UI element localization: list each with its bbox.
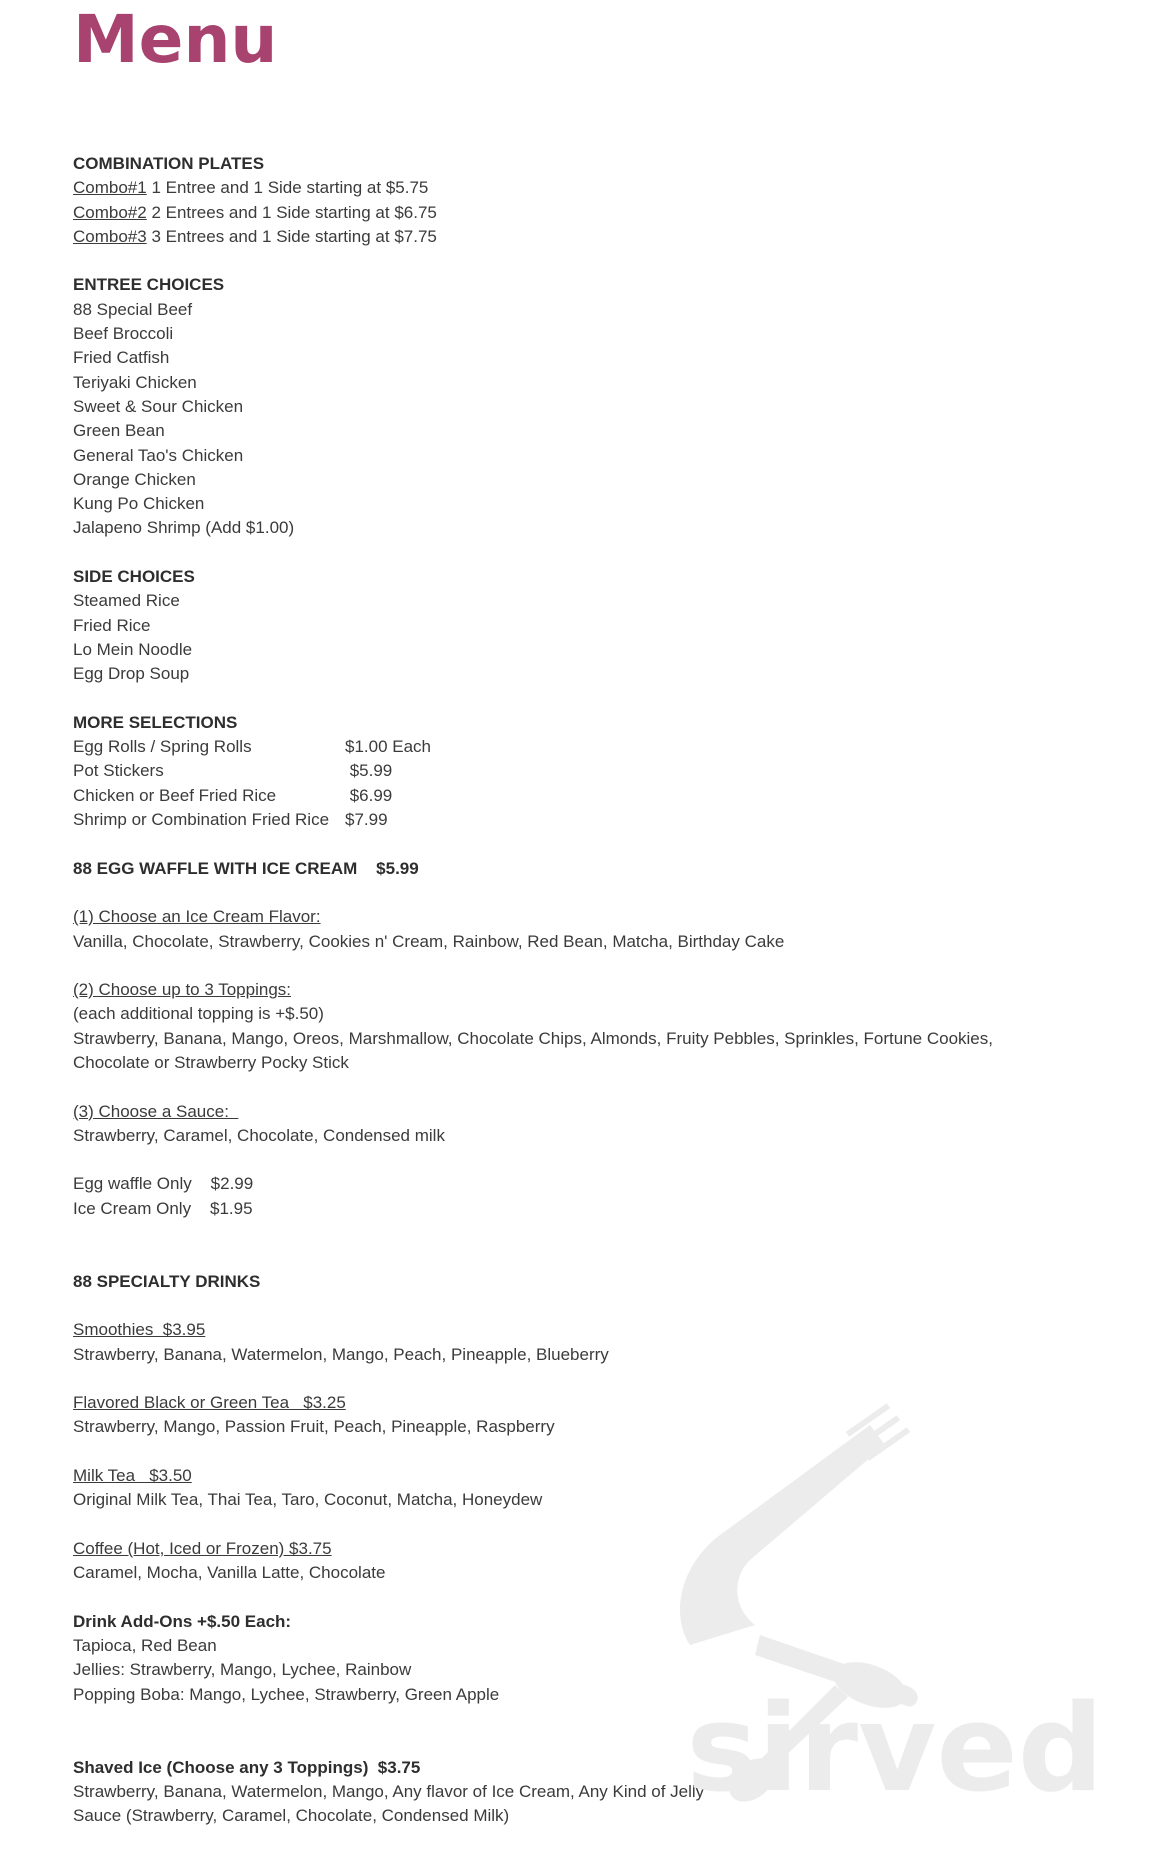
- entree-item: Kung Po Chicken: [73, 494, 205, 514]
- drink-group-title: Milk Tea $3.50: [73, 1466, 192, 1486]
- waffle-only-name: Ice Cream Only: [73, 1198, 192, 1218]
- waffle-step3-text: Strawberry, Caramel, Chocolate, Condensed milk: [73, 1125, 445, 1145]
- entree-item: General Tao's Chicken: [73, 445, 244, 465]
- more-item-name: Chicken or Beef Fried Rice: [73, 785, 277, 805]
- waffle-heading: 88 EGG WAFFLE WITH ICE CREAM $5.99: [73, 858, 419, 878]
- page-title: Menu: [73, 1, 278, 78]
- sirved-watermark: [660, 1385, 1130, 1805]
- waffle-step2-text: Chocolate or Strawberry Pocky Stick: [73, 1052, 349, 1072]
- watermark-text: sirved: [686, 1680, 1104, 1805]
- shaved-ice-text: Strawberry, Banana, Watermelon, Mango, Any flavor of Ice Cream, Any Kind of Jelly: [73, 1781, 705, 1801]
- drink-group-title: Coffee (Hot, Iced or Frozen) $3.75: [73, 1538, 332, 1558]
- waffle-step2-note: (each additional topping is +$.50): [73, 1004, 324, 1024]
- drink-group-text: Strawberry, Mango, Passion Fruit, Peach, Pineapple, Raspberry: [73, 1417, 555, 1437]
- entree-item: Jalapeno Shrimp (Add $1.00): [73, 518, 295, 538]
- waffle-only-name: Egg waffle Only: [73, 1174, 192, 1194]
- drink-group-text: Original Milk Tea, Thai Tea, Taro, Coconut, Matcha, Honeydew: [73, 1490, 543, 1510]
- waffle-only-price: $1.95: [191, 1198, 253, 1218]
- combo-1-link[interactable]: Combo#1: [73, 178, 147, 198]
- more-item: [73, 784, 1113, 808]
- waffle-only-price: $2.99: [191, 1174, 254, 1194]
- shaved-ice-title: Shaved Ice (Choose any 3 Toppings) $3.75: [73, 1757, 421, 1777]
- entree-item: Orange Chicken: [73, 469, 196, 489]
- waffle-step1-text: Vanilla, Chocolate, Strawberry, Cookies n' Cream, Rainbow, Red Bean, Matcha, Birthday Cake: [73, 931, 785, 951]
- drink-group-title: Smoothies $3.95: [73, 1320, 206, 1340]
- more-item-price: $6.99: [345, 785, 393, 805]
- more-item-price: $1.00 Each: [345, 737, 432, 757]
- more-item: [73, 808, 1113, 832]
- entree-item: Beef Broccoli: [73, 324, 174, 344]
- waffle-step2-text: Strawberry, Banana, Mango, Oreos, Marshmallow, Chocolate Chips, Almonds, Fruity Pebbles, Sprinkles, Fortune Cookies,: [73, 1028, 993, 1048]
- waffle-step2-title: (2) Choose up to 3 Toppings:: [73, 980, 291, 1000]
- sides-heading: SIDE CHOICES: [73, 567, 195, 587]
- shaved-ice-text: Sauce (Strawberry, Caramel, Chocolate, Condensed Milk): [73, 1806, 510, 1826]
- combo-2-text: 2 Entrees and 1 Side starting at $6.75: [146, 202, 437, 222]
- entree-item: Sweet & Sour Chicken: [73, 396, 244, 416]
- entree-item: Fried Catfish: [73, 348, 170, 368]
- drink-group-text: Strawberry, Banana, Watermelon, Mango, Peach, Pineapple, Blueberry: [73, 1344, 609, 1364]
- more-item: [73, 759, 1113, 783]
- combo-3-text: 3 Entrees and 1 Side starting at $7.75: [146, 226, 437, 246]
- drink-addon-item: Jellies: Strawberry, Mango, Lychee, Rainbow: [73, 1660, 412, 1680]
- side-item: Steamed Rice: [73, 591, 180, 611]
- combo-line: [73, 201, 1113, 225]
- more-item-name: Pot Stickers: [73, 761, 164, 781]
- entree-item: Green Bean: [73, 421, 165, 441]
- combo-1-text: 1 Entree and 1 Side starting at $5.75: [146, 178, 429, 198]
- side-item: Fried Rice: [73, 615, 151, 635]
- waffle-step1-title: (1) Choose an Ice Cream Flavor:: [73, 907, 321, 927]
- more-item-name: Shrimp or Combination Fried Rice: [73, 810, 330, 830]
- combo-2-link[interactable]: Combo#2: [73, 202, 147, 222]
- combo-line: [73, 176, 1113, 200]
- waffle-only-item: [73, 1197, 1113, 1221]
- drink-addon-item: Popping Boba: Mango, Lychee, Strawberry, Green Apple: [73, 1684, 500, 1704]
- side-item: Lo Mein Noodle: [73, 639, 193, 659]
- drink-group-text: Caramel, Mocha, Vanilla Latte, Chocolate: [73, 1563, 386, 1583]
- entree-heading: ENTREE CHOICES: [73, 275, 225, 295]
- drink-addon-item: Tapioca, Red Bean: [73, 1636, 217, 1656]
- combo-3-link[interactable]: Combo#3: [73, 226, 147, 246]
- more-heading: MORE SELECTIONS: [73, 712, 238, 732]
- more-item-price: $7.99: [345, 810, 388, 830]
- more-item: [73, 735, 1113, 759]
- combo-line: [73, 225, 1113, 249]
- more-item-price: $5.99: [345, 761, 393, 781]
- side-item: Egg Drop Soup: [73, 664, 190, 684]
- entree-item: 88 Special Beef: [73, 299, 193, 319]
- drinks-heading: 88 SPECIALTY DRINKS: [73, 1271, 261, 1291]
- waffle-step3-title: (3) Choose a Sauce:: [73, 1101, 239, 1121]
- entree-item: Teriyaki Chicken: [73, 372, 197, 392]
- more-item-name: Egg Rolls / Spring Rolls: [73, 737, 252, 757]
- waffle-only-item: [73, 1172, 1113, 1196]
- drink-group-title: Flavored Black or Green Tea $3.25: [73, 1393, 346, 1413]
- drink-addons-title: Drink Add-Ons +$.50 Each:: [73, 1611, 292, 1631]
- combination-heading: COMBINATION PLATES: [73, 154, 265, 173]
